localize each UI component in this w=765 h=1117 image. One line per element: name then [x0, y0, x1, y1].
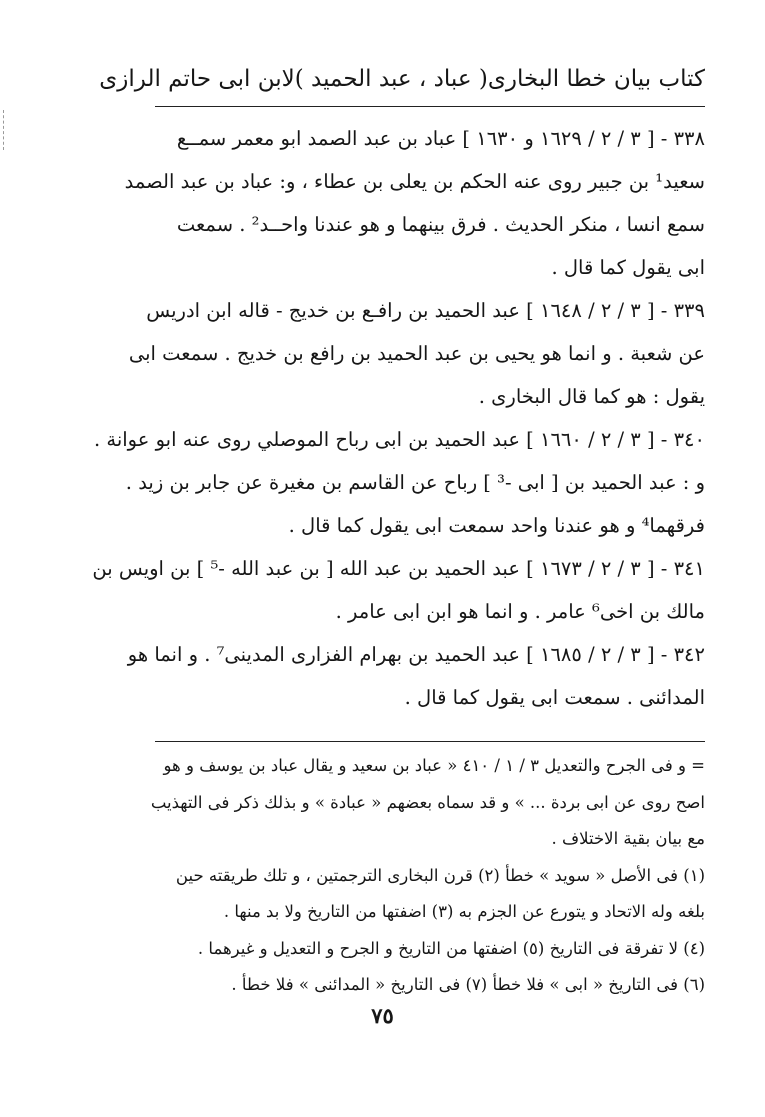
- text-line: ٣٣٨ - [ ٣ / ٢ / ١٦٢٩ و ١٦٣٠ ] عباد بن عبد الصمد ابو معمر سمــع: [176, 127, 705, 150]
- page-number: ٧٥: [371, 1003, 394, 1028]
- main-text: [92, 117, 705, 719]
- header-rule: [155, 106, 705, 107]
- text-line: سمع انسا ، منكر الحديث . فرق بينهما و هو عندنا واحــد² . سمعت: [176, 213, 705, 236]
- text-line: و : عبد الحميد بن [ ابى -³ ] رباح عن القاسم بن مغيرة عن جابر بن زيد .: [125, 471, 705, 494]
- text-line: مالك بن اخى⁶ عامر . و انما هو ابن ابى عامر .: [335, 600, 705, 623]
- text-line: ٣٣٩ - [ ٣ / ٢ / ١٦٤٨ ] عبد الحميد بن رافـع بن خديج - قاله ابن ادريس: [146, 299, 705, 322]
- text-line: يقول : هو كما قال البخارى .: [478, 385, 705, 408]
- text-line: ابى يقول كما قال .: [551, 256, 705, 279]
- header-section-names: ( عباد ، عبد الحميد ): [294, 66, 488, 92]
- header-book-title: كتاب بيان خطا البخارى: [487, 66, 705, 92]
- text-line: ٣٤٢ - [ ٣ / ٢ / ١٦٨٥ ] عبد الحميد بن بهرام الفزارى المدينى⁷ . و انما هو: [127, 643, 705, 666]
- text-line: ٣٤٠ - [ ٣ / ٢ / ١٦٦٠ ] عبد الحميد بن ابى رباح الموصلي روى عنه ابو عوانة .: [93, 428, 705, 451]
- text-line: سعيد¹ بن جبير روى عنه الحكم بن يعلى بن عطاء ، و: عباد بن عبد الصمد: [124, 170, 705, 193]
- footnote-line: (٤) لا تفرقة فى التاريخ (٥) اضفتها من التاريخ و الجرح و التعديل و غيرهما .: [197, 938, 705, 958]
- margin-marks: [3, 110, 6, 150]
- text-line: المدائنى . سمعت ابى يقول كما قال .: [404, 686, 705, 709]
- header-author: لابن ابى حاتم الرازى: [99, 66, 295, 92]
- footnotes: [150, 748, 705, 1004]
- footnote-line: مع بيان بقية الاختلاف .: [551, 829, 705, 848]
- entry-340: [93, 418, 705, 547]
- footnote-line: بلغه وله الاتحاد و يتورع عن الجزم به (٣) اضفتها من التاريخ ولا بد منها .: [223, 902, 705, 921]
- footnote-rule: [155, 741, 705, 742]
- text-line: عن شعبة . و انما هو يحيى بن عبد الحميد بن رافع بن خديج . سمعت ابى: [128, 342, 705, 365]
- footnote-line: (١) فى الأصل « سويد » خطأ (٢) قرن البخارى الترجمتين ، و تلك طريقته حين: [175, 865, 705, 885]
- entry-341: [92, 547, 705, 633]
- running-header: [99, 58, 705, 100]
- text-line: ٣٤١ - [ ٣ / ٢ / ١٦٧٣ ] عبد الحميد بن عبد الله [ بن عبد الله -⁵ ] بن اويس بن: [92, 557, 705, 580]
- text-line: فرقهما⁴ و هو عندنا واحد سمعت ابى يقول كما قال .: [288, 514, 705, 537]
- entry-339: [128, 289, 705, 418]
- entry-338: [124, 117, 705, 289]
- footnote-line: اصح روى عن ابى بردة ... » و قد سماه بعضهم « عبادة » و بذلك ذكر فى التهذيب: [150, 792, 705, 812]
- footnote-line: = و فى الجرح والتعديل ٣ / ١ / ٤١٠ « عباد بن سعيد و يقال عباد بن يوسف و هو: [163, 756, 705, 775]
- footnote-line: (٦) فى التاريخ « ابى » فلا خطأ (٧) فى التاريخ « المدائنى » فلا خطأ .: [231, 975, 705, 994]
- entry-342: [127, 633, 705, 719]
